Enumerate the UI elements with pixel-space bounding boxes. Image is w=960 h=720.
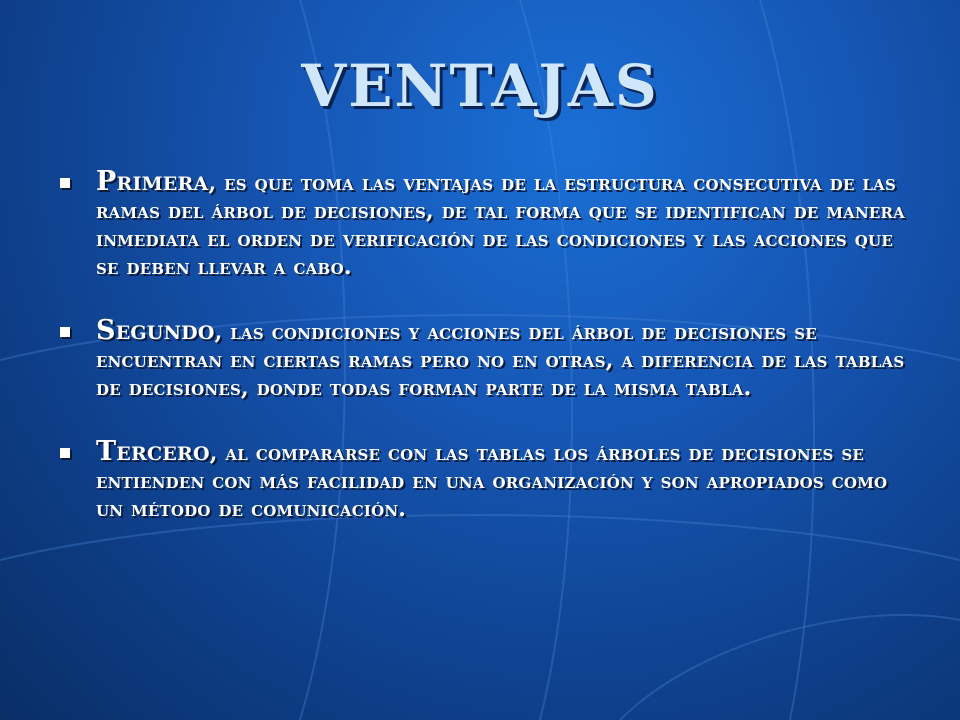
bullet-text: , es que toma las ventajas de la estructura consecutiva de las ramas del árbol de decisiones, de tal forma que se identifican de manera inmediata el orden de verificación de las condiciones y las acciones que se deben llevar a cabo. — [96, 170, 906, 280]
bullet-text: , las condiciones y acciones del árbol de decisiones se encuentran en ciertas ramas pero no en otras, a diferencia de las tablas de decisiones, donde todas forman parte de la misma tabla. — [96, 319, 905, 401]
bullet-text: , al compararse con las tablas los árboles de decisiones se entienden con más facilidad en una organización y son apropiados como un método de comunicación. — [96, 440, 888, 522]
slide-title: VENTAJAS — [301, 52, 659, 120]
square-bullet-icon — [60, 448, 70, 458]
bullet-list — [58, 168, 908, 559]
bullet-item-segundo — [58, 317, 908, 402]
bullet-lead: Segundo — [96, 315, 215, 346]
square-bullet-icon — [60, 178, 70, 188]
bullet-item-tercero — [58, 438, 908, 523]
bullet-lead: Primera — [96, 166, 209, 197]
bullet-lead: Tercero — [96, 436, 210, 467]
bullet-item-primera — [58, 168, 908, 281]
square-bullet-icon — [60, 327, 70, 337]
